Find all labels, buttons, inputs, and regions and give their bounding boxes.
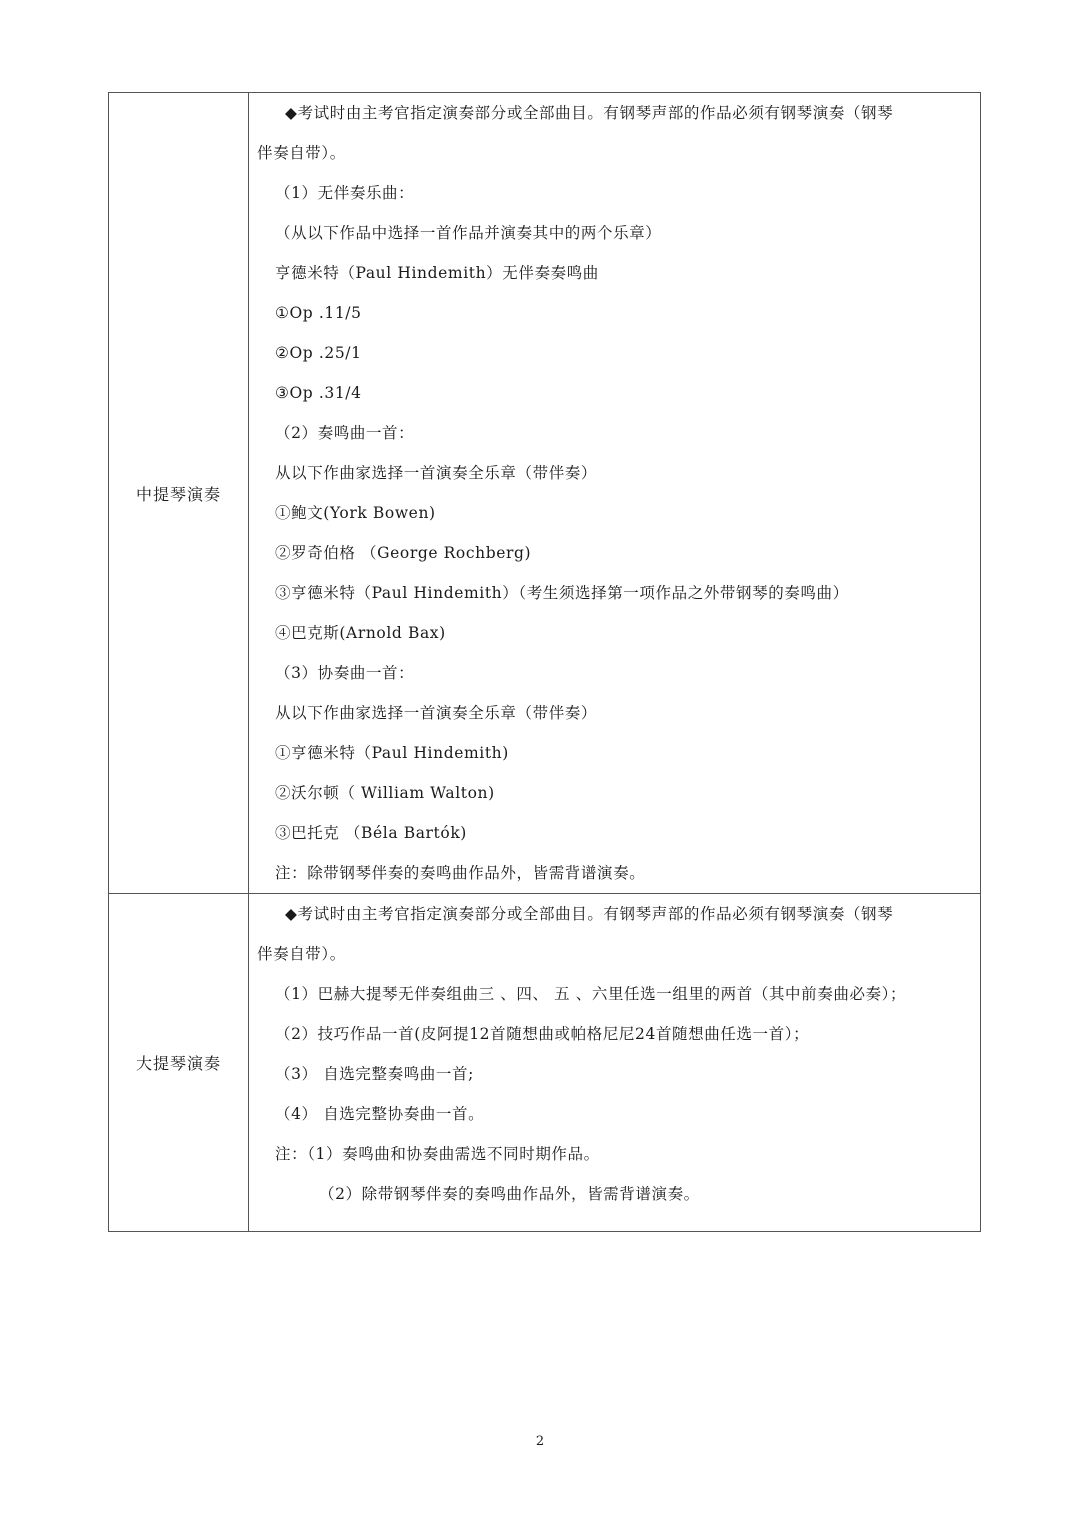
cello-label: 大提琴演奏 (109, 894, 249, 1232)
viola-line: ②罗奇伯格 （George Rochberg) (275, 544, 532, 562)
cello-note: （2）除带钢琴伴奏的奏鸣曲作品外，皆需背谱演奏。 (319, 1185, 700, 1203)
cello-row (109, 894, 981, 1232)
viola-line: ◆考试时由主考官指定演奏部分或全部曲目。有钢琴声部的作品必须有钢琴演奏（钢琴 (285, 104, 894, 122)
viola-line: 伴奏自带）。 (257, 144, 346, 162)
cello-content (249, 894, 981, 1232)
viola-line: （从以下作品中选择一首作品并演奏其中的两个乐章） (275, 224, 662, 242)
viola-line: ③Op .31/4 (275, 384, 362, 402)
viola-label: 中提琴演奏 (109, 93, 249, 894)
cello-line: （4） 自选完整协奏曲一首。 (275, 1105, 485, 1123)
viola-line: ④巴克斯(Arnold Bax) (275, 624, 446, 642)
viola-note: 注：除带钢琴伴奏的奏鸣曲作品外，皆需背谱演奏。 (275, 864, 646, 882)
viola-content (249, 93, 981, 894)
viola-line: 从以下作曲家选择一首演奏全乐章（带伴奏） (275, 704, 598, 722)
viola-line: ③亨德米特（Paul Hindemith）（考生须选择第一项作品之外带钢琴的奏鸣曲） (275, 584, 849, 602)
viola-line: （3）协奏曲一首： (275, 664, 415, 682)
cello-line: ◆考试时由主考官指定演奏部分或全部曲目。有钢琴声部的作品必须有钢琴演奏（钢琴 (285, 905, 894, 923)
viola-line: （2）奏鸣曲一首： (275, 424, 415, 442)
page-number: 2 (535, 1434, 545, 1449)
viola-line: ②Op .25/1 (275, 344, 362, 362)
viola-line: ③巴托克 （Béla Bartók) (275, 824, 467, 842)
viola-line: （1）无伴奏乐曲： (275, 184, 415, 202)
viola-line: 亨德米特（Paul Hindemith）无伴奏奏鸣曲 (275, 264, 599, 282)
requirements-table (108, 92, 981, 1232)
viola-row (109, 93, 981, 894)
cello-line: 伴奏自带）。 (257, 945, 346, 963)
viola-line: 从以下作曲家选择一首演奏全乐章（带伴奏） (275, 464, 598, 482)
viola-line: ②沃尔顿（ William Walton) (275, 784, 495, 802)
cello-note: 注：（1）奏鸣曲和协奏曲需选不同时期作品。 (275, 1145, 600, 1163)
cello-line: （1）巴赫大提琴无伴奏组曲三 、四、 五 、六里任选一组里的两首（其中前奏曲必奏）； (275, 985, 907, 1003)
viola-line: ①Op .11/5 (275, 304, 362, 322)
viola-line: ①鲍文(York Bowen) (275, 504, 436, 522)
cello-line: （3） 自选完整奏鸣曲一首; (275, 1065, 474, 1083)
viola-line: ①亨德米特（Paul Hindemith) (275, 744, 509, 762)
cello-line: （2）技巧作品一首(皮阿提12首随想曲或帕格尼尼24首随想曲任选一首）； (275, 1025, 810, 1043)
